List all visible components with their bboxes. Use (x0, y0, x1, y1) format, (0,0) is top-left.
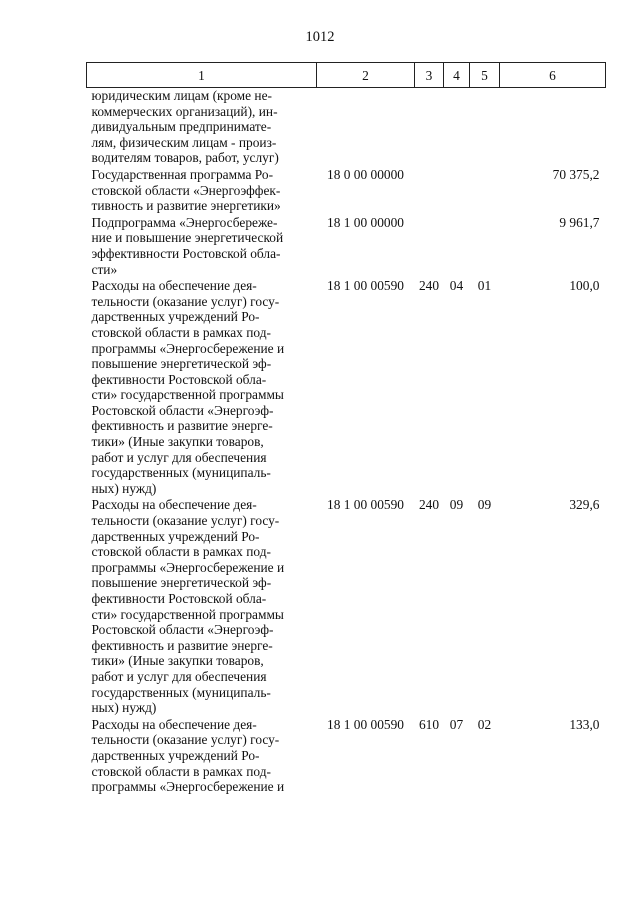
row-amount (500, 88, 606, 166)
row-description (87, 166, 317, 214)
description-line: юридическим лицам (кроме не- (91, 88, 273, 103)
description-line: дарственных учреждений Ро- (91, 528, 260, 544)
description-line: Ростовской области «Энергоэф- (91, 402, 274, 418)
description-line: программы «Энергосбережение и (91, 779, 285, 795)
table-row (87, 214, 606, 277)
row-expense-type (415, 214, 444, 277)
header-col-4: 4 (444, 63, 470, 88)
row-expense-type (415, 166, 444, 214)
table-row (87, 716, 606, 795)
table-row (87, 277, 606, 496)
row-expense-type: 240 (418, 497, 440, 513)
row-subsection (470, 88, 500, 166)
row-section (444, 214, 470, 277)
row-expense-type (415, 88, 444, 166)
table-row (87, 88, 606, 166)
description-line: Ростовской области «Энергоэф- (91, 622, 274, 638)
description-line: дарственных учреждений Ро- (91, 309, 260, 325)
row-amount: 329,6 (569, 497, 600, 513)
description-line: тивность и развитие энергетики» (91, 198, 281, 214)
description-line: стовской области в рамках под- (91, 544, 271, 560)
description-line: Государственная программа Ро- (91, 166, 274, 182)
row-subsection: 01 (477, 278, 492, 294)
row-target-code (317, 88, 415, 166)
description-line: сти» государственной программы (91, 387, 284, 403)
row-description (87, 277, 317, 496)
row-section (444, 166, 470, 214)
row-target-code: 18 1 00 00590 (327, 497, 404, 513)
description-line: фективности Ростовской обла- (91, 371, 267, 387)
header-col-5: 5 (470, 63, 500, 88)
row-description (87, 214, 317, 277)
row-description (87, 88, 317, 166)
description-line: повышение энергетической эф- (91, 575, 272, 591)
description-line: работ и услуг для обеспечения (91, 668, 267, 684)
row-amount: 100,0 (569, 278, 600, 294)
description-line: фективность и развитие энерге- (91, 637, 273, 653)
page-number: 1012 (305, 29, 335, 45)
description-line: лям, физическим лицам - произ- (91, 134, 277, 150)
header-col-6: 6 (500, 63, 606, 88)
row-description (87, 496, 317, 715)
description-line: сти» (91, 261, 118, 277)
row-amount: 9 961,7 (559, 214, 600, 230)
description-line: Расходы на обеспечение дея- (91, 716, 257, 732)
description-line: стовской области в рамках под- (91, 763, 271, 779)
description-line: дарственных учреждений Ро- (91, 747, 260, 763)
description-line: повышение энергетической эф- (91, 356, 272, 372)
description-line: государственных (муниципаль- (91, 684, 271, 700)
description-line: тельности (оказание услуг) госу- (91, 513, 280, 529)
row-section: 07 (449, 716, 464, 732)
row-subsection (470, 166, 500, 214)
header-col-3: 3 (415, 63, 444, 88)
row-section: 04 (449, 278, 464, 294)
description-line: тельности (оказание услуг) госу- (91, 732, 280, 748)
header-col-2: 2 (317, 63, 415, 88)
description-line: дивидуальным предпринимате- (91, 119, 272, 135)
row-subsection (470, 214, 500, 277)
description-line: фективность и развитие энерге- (91, 418, 273, 434)
row-expense-type: 610 (418, 716, 440, 732)
row-target-code: 18 0 00 00000 (327, 166, 404, 182)
budget-table (86, 62, 606, 795)
row-target-code: 18 1 00 00590 (327, 278, 404, 294)
description-line: тики» (Иные закупки товаров, (91, 434, 264, 450)
description-line: государственных (муниципаль- (91, 465, 271, 481)
description-line: фективности Ростовской обла- (91, 591, 267, 606)
description-line: стовской области в рамках под- (91, 324, 271, 340)
header-col-1: 1 (87, 63, 317, 88)
description-line: работ и услуг для обеспечения (91, 449, 267, 465)
row-description (87, 716, 317, 795)
row-expense-type: 240 (418, 278, 440, 294)
description-line: программы «Энергосбережение и (91, 559, 285, 575)
row-section (444, 88, 470, 166)
description-line: тики» (Иные закупки товаров, (91, 653, 264, 669)
row-target-code: 18 1 00 00590 (327, 716, 404, 732)
table-row (87, 166, 606, 214)
description-line: Расходы на обеспечение дея- (91, 497, 257, 513)
description-line: ных) нужд) (91, 480, 157, 496)
description-line: коммерческих организаций), ин- (91, 103, 278, 119)
row-subsection: 09 (477, 497, 492, 513)
row-subsection: 02 (477, 716, 492, 732)
description-line: водителям товаров, работ, услуг) (91, 150, 279, 166)
description-line: стовской области «Энергоэффек- (91, 182, 281, 198)
description-line: тельности (оказание услуг) госу- (91, 293, 280, 309)
row-target-code: 18 1 00 00000 (327, 214, 404, 230)
row-amount: 133,0 (569, 716, 600, 732)
table-row (87, 496, 606, 715)
description-line: Расходы на обеспечение дея- (91, 278, 257, 294)
description-line: сти» государственной программы (91, 606, 284, 622)
description-line: Подпрограмма «Энергосбереже- (91, 214, 278, 230)
description-line: эффективности Ростовской обла- (91, 245, 281, 261)
description-line: ние и повышение энергетической (91, 230, 284, 246)
row-section: 09 (449, 497, 464, 513)
table-header-row (87, 63, 606, 88)
row-amount: 70 375,2 (552, 166, 600, 182)
description-line: программы «Энергосбережение и (91, 340, 285, 356)
description-line: ных) нужд) (91, 700, 157, 716)
